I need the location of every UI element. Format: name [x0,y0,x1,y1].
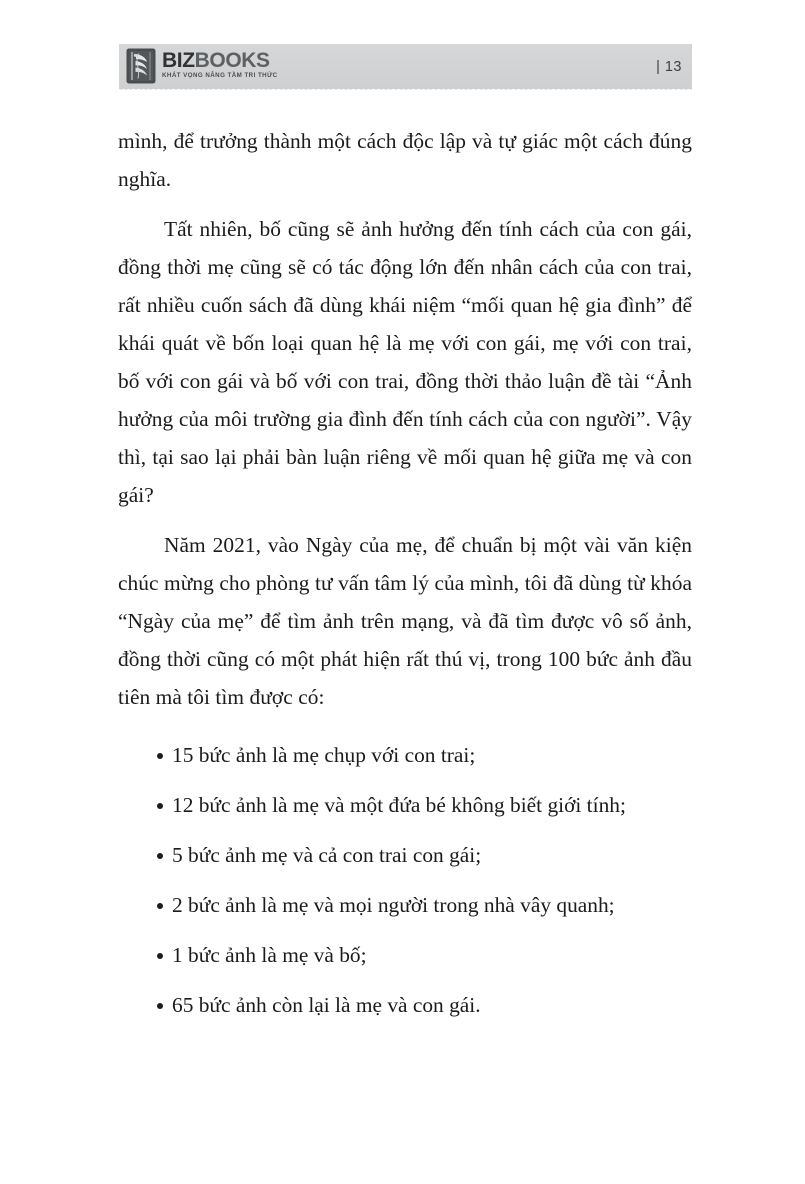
bizbooks-book-logo-icon [126,48,156,84]
photo-breakdown-list [118,736,692,1024]
running-header [119,44,692,89]
bullet-icon [157,903,163,909]
list-item-label: 15 bức ảnh là mẹ chụp với con trai; [172,743,476,767]
list-item-label: 1 bức ảnh là mẹ và bố; [172,943,367,967]
bullet-icon [157,803,163,809]
bullet-icon [157,953,163,959]
bullet-icon [157,853,163,859]
paragraph: Tất nhiên, bố cũng sẽ ảnh hưởng đến tính cách của con gái, đồng thời mẹ cũng sẽ có tác động lớn đến nhân cách của con trai, rất nhiều cuốn sách đã dùng khái niệm “mối quan hệ gia đình” để khái quát về bốn loại quan hệ là mẹ với con gái, mẹ với con trai, bố với con gái và bố với con trai, đồng thời thảo luận đề tài “Ảnh hưởng của môi trường gia đình đến tính cách của con người”. Vậy thì, tại sao lại phải bàn luận riêng về mối quan hệ giữa mẹ và con gái? [118,217,692,507]
logo-wordmark [162,48,278,80]
list-item [118,986,692,1024]
list-item-label: 12 bức ảnh là mẹ và một đứa bé không biết giới tính; [172,793,626,817]
list-item [118,936,692,974]
list-item [118,736,692,774]
list-item-label: 5 bức ảnh mẹ và cả con trai con gái; [172,843,482,867]
page-number: | 13 [656,58,682,75]
list-item-label: 65 bức ảnh còn lại là mẹ và con gái. [172,993,481,1017]
list-item [118,836,692,874]
bullet-icon [157,753,163,759]
list-item-label: 2 bức ảnh là mẹ và mọi người trong nhà vây quanh; [172,893,615,917]
paragraph: Năm 2021, vào Ngày của mẹ, để chuẩn bị một vài văn kiện chúc mừng cho phòng tư vấn tâm lý của mình, tôi đã dùng từ khóa “Ngày của mẹ” để tìm ảnh trên mạng, và đã tìm được vô số ảnh, đồng thời cũng có một phát hiện rất thú vị, trong 100 bức ảnh đầu tiên mà tôi tìm được có: [118,533,692,709]
brand-name [162,51,278,71]
brand-tagline: KHÁT VỌNG NÂNG TẦM TRI THỨC [162,72,278,79]
bullet-icon [157,1003,163,1009]
brand-name-first: BIZ [162,49,195,72]
list-item [118,886,692,924]
page-body [118,122,692,1036]
list-item [118,786,692,824]
bizbooks-logo [126,48,278,84]
paragraph: mình, để trưởng thành một cách độc lập và tự giác một cách đúng nghĩa. [118,129,692,191]
brand-name-second: BOOKS [194,49,270,72]
